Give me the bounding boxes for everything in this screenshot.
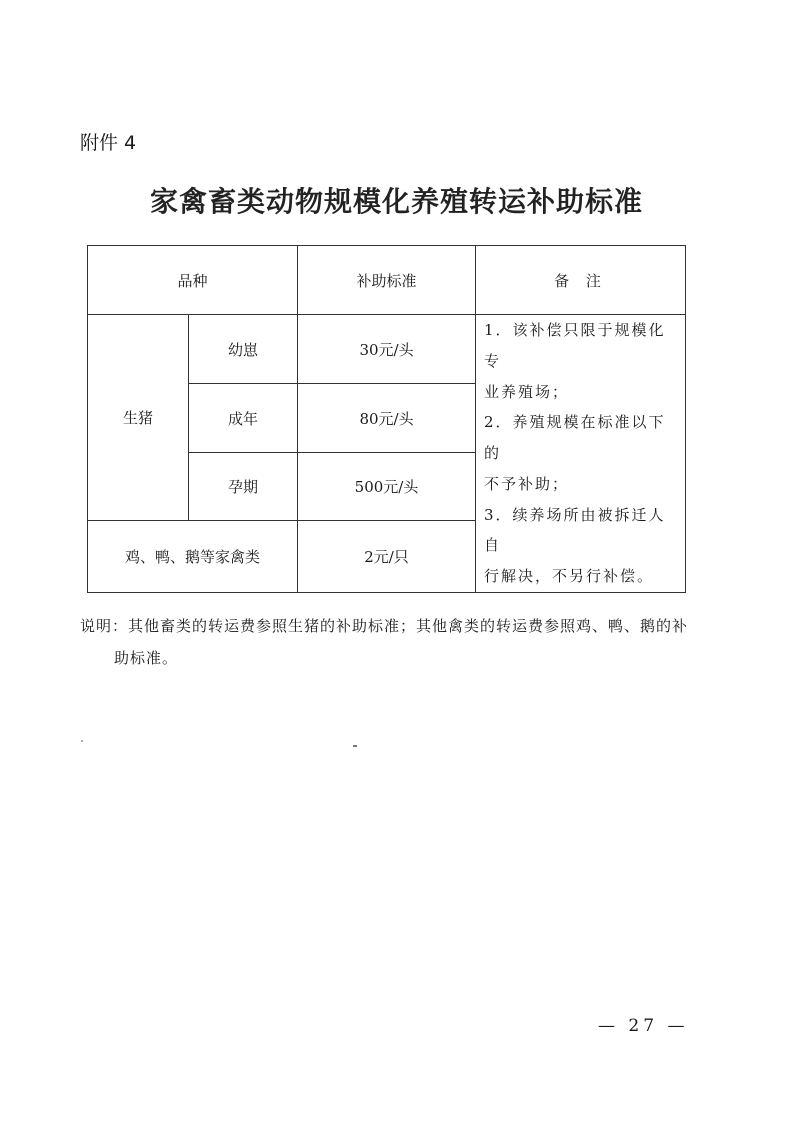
note-line: 业养殖场； [484, 382, 570, 401]
poultry-amount: 2元/只 [298, 521, 476, 592]
note-line: 2．养殖规模在标准以下的 [484, 413, 666, 462]
remarks-cell [476, 315, 686, 593]
note-line: 行解决，不另行补偿。 [484, 567, 655, 585]
pig-amount-young: 30元/头 [298, 315, 476, 384]
pig-label: 生猪 [88, 315, 189, 521]
remark-line-2: 助标准。 [114, 649, 179, 667]
subsidy-table [87, 245, 686, 593]
scan-speck [81, 740, 83, 742]
pig-stage-adult: 成年 [189, 384, 298, 452]
pig-stage-pregnant: 孕期 [189, 452, 298, 520]
pig-stage-young: 幼崽 [189, 315, 298, 384]
note-line: 不予补助； [484, 474, 570, 493]
document-title: 家禽畜类动物规模化养殖转运补助标准 [149, 185, 643, 218]
header-variety: 品种 [88, 246, 298, 315]
poultry-label: 鸡、鸭、鹅等家禽类 [88, 521, 298, 592]
scan-speck [353, 745, 357, 747]
pig-amount-adult: 80元/头 [298, 384, 476, 452]
pig-amount-pregnant: 500元/头 [298, 452, 476, 520]
header-standard: 补助标准 [298, 246, 476, 315]
note-line: 1．该补偿只限于规模化专 [484, 321, 666, 370]
remark-note [80, 610, 695, 674]
page-number: — 27 — [598, 1016, 689, 1036]
attachment-label: 附件 4 [80, 132, 137, 154]
remark-line-1: 说明：其他畜类的转运费参照生猪的补助标准；其他禽类的转运费参照鸡、鸭、鹅的补 [80, 617, 689, 635]
note-line: 3．续养场所由被拆迁人自 [484, 505, 666, 555]
header-remarks: 备 注 [476, 246, 686, 315]
